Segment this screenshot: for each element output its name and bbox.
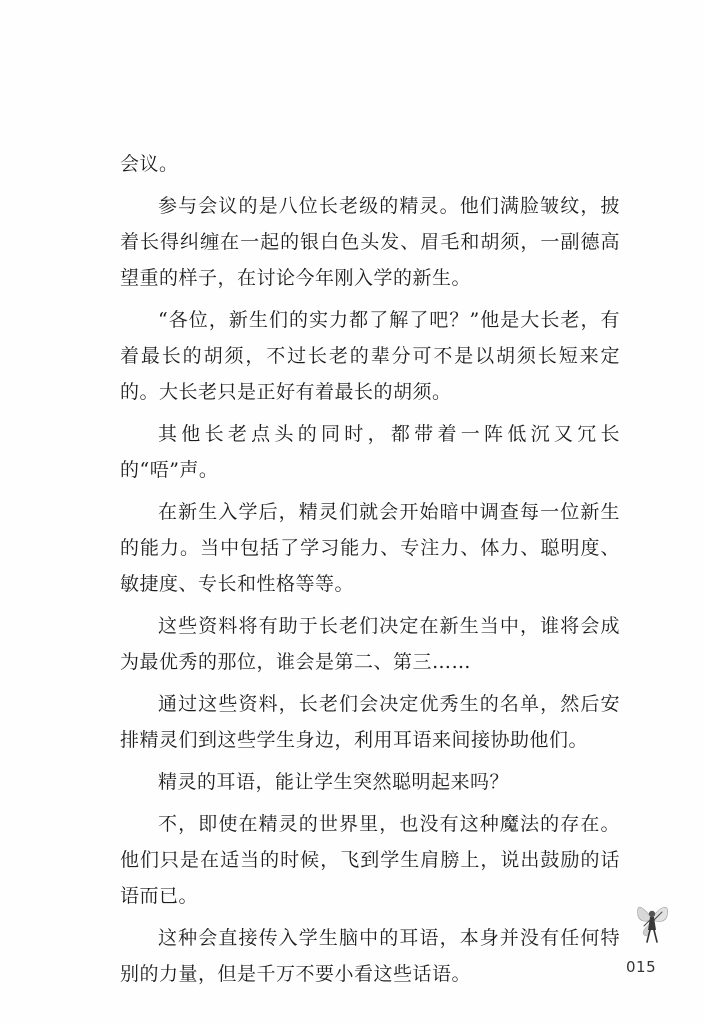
- body-text: [120, 146, 620, 998]
- page-number: 015: [626, 958, 657, 976]
- paragraph: 参与会议的是八位长老级的精灵。他们满脸皱纹，披着长得纠缠在一起的银白色头发、眉毛和胡须，一副德高望重的样子，在讨论今年刚入学的新生。: [120, 195, 620, 289]
- paragraph: 其他长老点头的同时，都带着一阵低沉又冗长的“唔”声。: [120, 423, 620, 481]
- paragraph: 不，即使在精灵的世界里，也没有这种魔法的存在。他们只是在适当的时候，飞到学生肩膀上，说出鼓励的话语而已。: [120, 813, 620, 907]
- paragraph: 在新生入学后，精灵们就会开始暗中调查每一位新生的能力。当中包括了学习能力、专注力、体力、聪明度、敏捷度、专长和性格等等。: [120, 501, 620, 595]
- fairy-icon: [632, 898, 672, 954]
- paragraph: 会议。: [120, 153, 179, 175]
- paragraph: “各位，新生们的实力都了解了吧？”他是大长老，有着最长的胡须，不过长老的辈分可不是以胡须长短来定的。大长老只是正好有着最长的胡须。: [120, 309, 620, 403]
- paragraph: 通过这些资料，长老们会决定优秀生的名单，然后安排精灵们到这些学生身边，利用耳语来间接协助他们。: [120, 693, 620, 751]
- paragraph: 这种会直接传入学生脑中的耳语，本身并没有任何特别的力量，但是千万不要小看这些话语。: [120, 927, 620, 985]
- paragraph: 这些资料将有助于长老们决定在新生当中，谁将会成为最优秀的那位，谁会是第二、第三……: [120, 615, 620, 673]
- paragraph: 精灵的耳语，能让学生突然聪明起来吗？: [158, 771, 510, 793]
